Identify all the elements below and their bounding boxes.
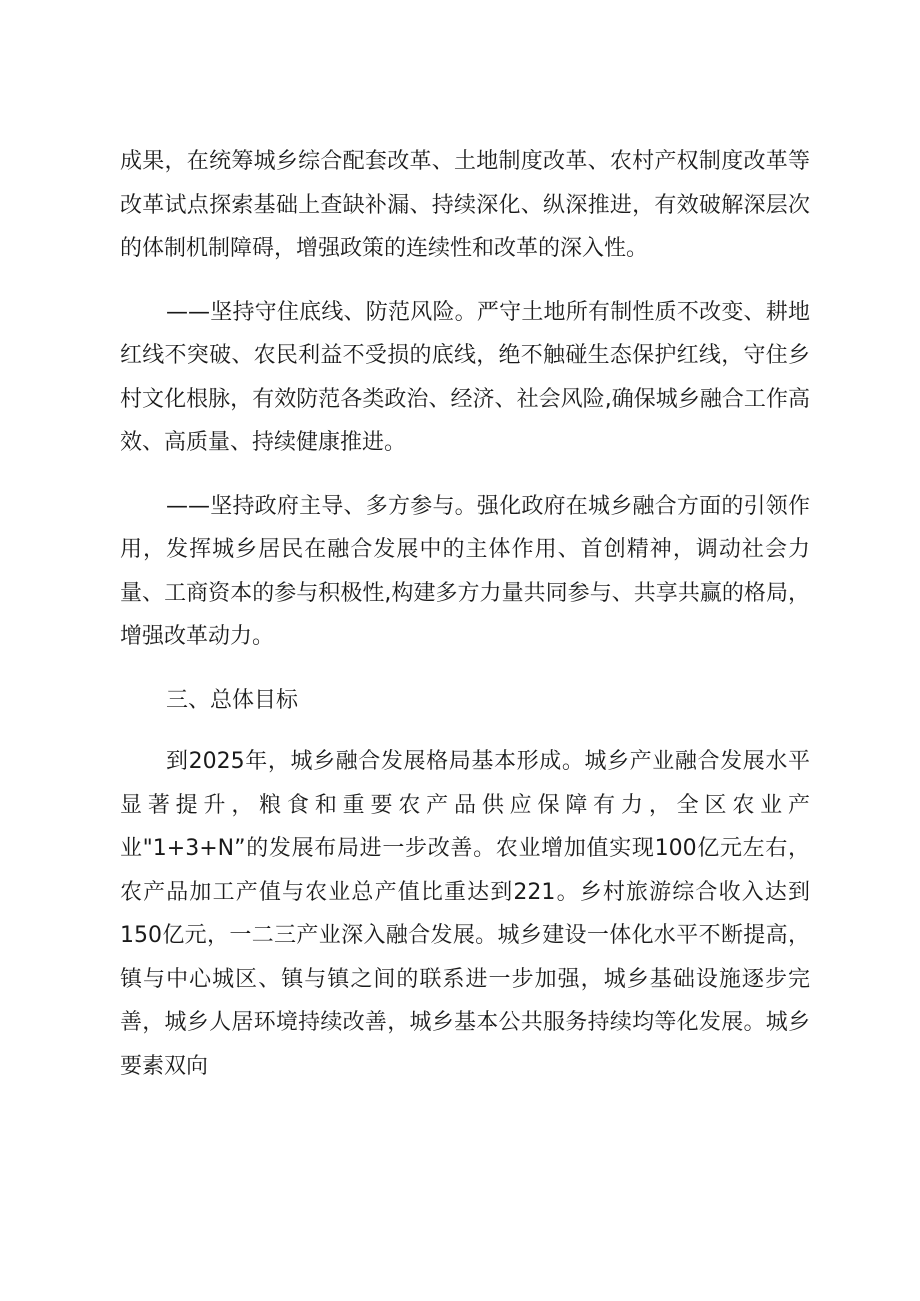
document-body	[120, 140, 810, 1108]
section-heading: 三、总体目标	[166, 687, 299, 713]
paragraph-continuation: 成果，在统筹城乡综合配套改革、土地制度改革、农村产权制度改革等改革试点探索基础上查缺补漏、持续深化、纵深推进，有效破解深层次的体制机制障碍，增强政策的连续性和改革的深入性。	[120, 149, 810, 261]
paragraph-overall-goal: 到2025年，城乡融合发展格局基本形成。城乡产业融合发展水平显著提升，粮食和重要农产品供应保障有力，全区农业产业"1+3+N”的发展布局进一步改善。农业增加值实现100亿元左右，农产品加工产值与农业总产值比重达到221。乡村旅游综合收入达到150亿元，一二三产业深入融合发展。城乡建设一体化水平不断提高，镇与中心城区、镇与镇之间的联系进一步加强，城乡基础设施逐步完善，城乡人居环境持续改善，城乡基本公共服务持续均等化发展。城乡要素双向	[120, 749, 810, 1079]
paragraph-principle-government-led: ——坚持政府主导、多方参与。强化政府在城乡融合方面的引领作用，发挥城乡居民在融合发展中的主体作用、首创精神，调动社会力量、工商资本的参与积极性,构建多方力量共同参与、共享共赢的格局，增强改革动力。	[120, 493, 810, 649]
paragraph-principle-bottom-line: ——坚持守住底线、防范风险。严守土地所有制性质不改变、耕地红线不突破、农民利益不受损的底线，绝不触碰生态保护红线，守住乡村文化根脉，有效防范各类政治、经济、社会风险,确保城乡融合工作高效、高质量、持续健康推进。	[120, 299, 810, 455]
